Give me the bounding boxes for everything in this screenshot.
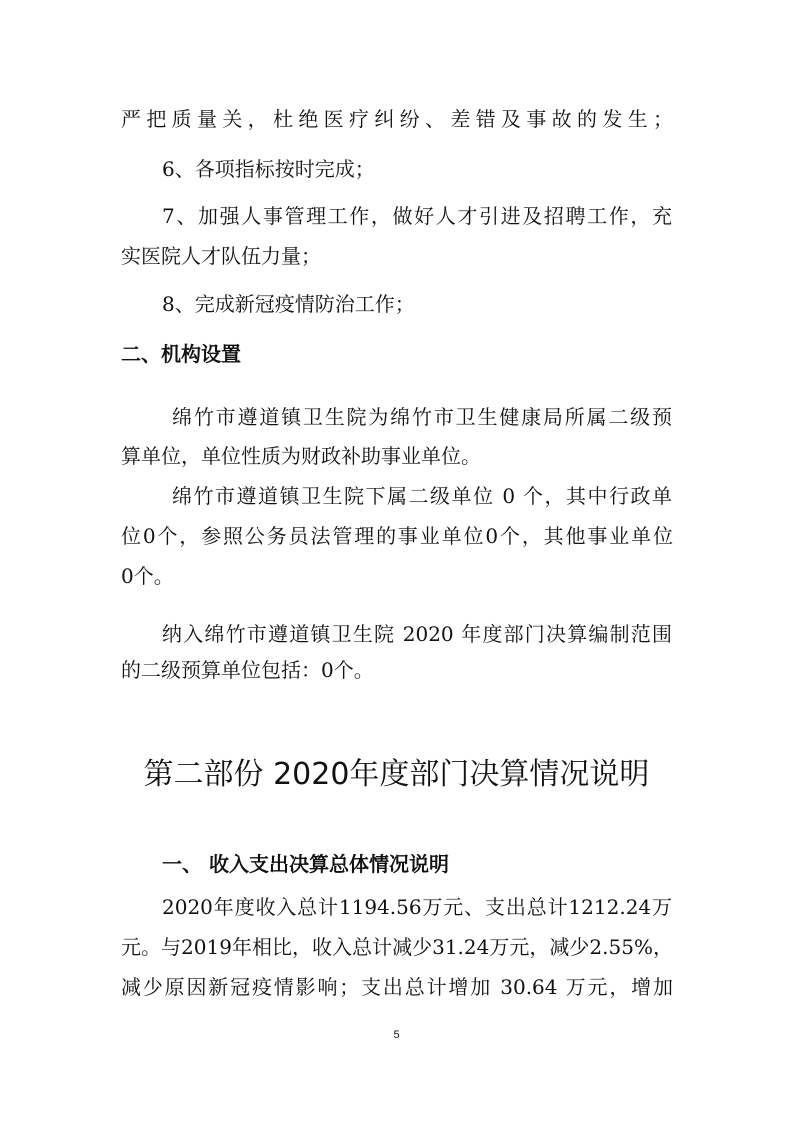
section-heading-organization: 二、机构设置 <box>121 342 241 366</box>
list-item-8: 8、完成新冠疫情防治工作； <box>162 292 415 316</box>
list-item-7-line-1: 7、加强人事管理工作，做好人才引进及招聘工作，充 <box>162 204 672 228</box>
para-1-line-1: 绵竹市遵道镇卫生院为绵竹市卫生健康局所属二级预 <box>172 405 672 429</box>
list-item-7-line-2: 实医院人才队伍力量； <box>121 244 321 268</box>
part-two-title: 第二部份 2020年度部门决算情况说明 <box>143 757 650 792</box>
page-number: 5 <box>393 1029 400 1041</box>
part-two-para-line-1: 2020年度收入总计1194.56万元、支出总计1212.24万 <box>162 895 672 919</box>
part-two-para-line-3: 减少原因新冠疫情影响；支出总计增加 30.64 万元，增加 <box>121 975 673 999</box>
part-two-subheading: 一、 收入支出决算总体情况说明 <box>162 852 449 876</box>
para-3-line-2: 的二级预算单位包括：0个。 <box>121 658 374 682</box>
body-line-quality-control: 严把质量关，杜绝医疗纠纷、差错及事故的发生； <box>121 107 673 131</box>
list-item-6: 6、各项指标按时完成； <box>162 157 375 181</box>
para-2-line-3: 0个。 <box>121 564 174 588</box>
para-3-line-1: 纳入绵竹市遵道镇卫生院 2020 年度部门决算编制范围 <box>162 622 672 646</box>
part-two-para-line-2: 元。与2019年相比，收入总计减少31.24万元，减少2.55%， <box>121 935 673 959</box>
para-1-line-2: 算单位，单位性质为财政补助事业单位。 <box>121 444 481 468</box>
para-2-line-1: 绵竹市遵道镇卫生院下属二级单位 0 个，其中行政单 <box>172 484 672 508</box>
para-2-line-2: 位0个，参照公务员法管理的事业单位0个，其他事业单位 <box>121 524 673 548</box>
